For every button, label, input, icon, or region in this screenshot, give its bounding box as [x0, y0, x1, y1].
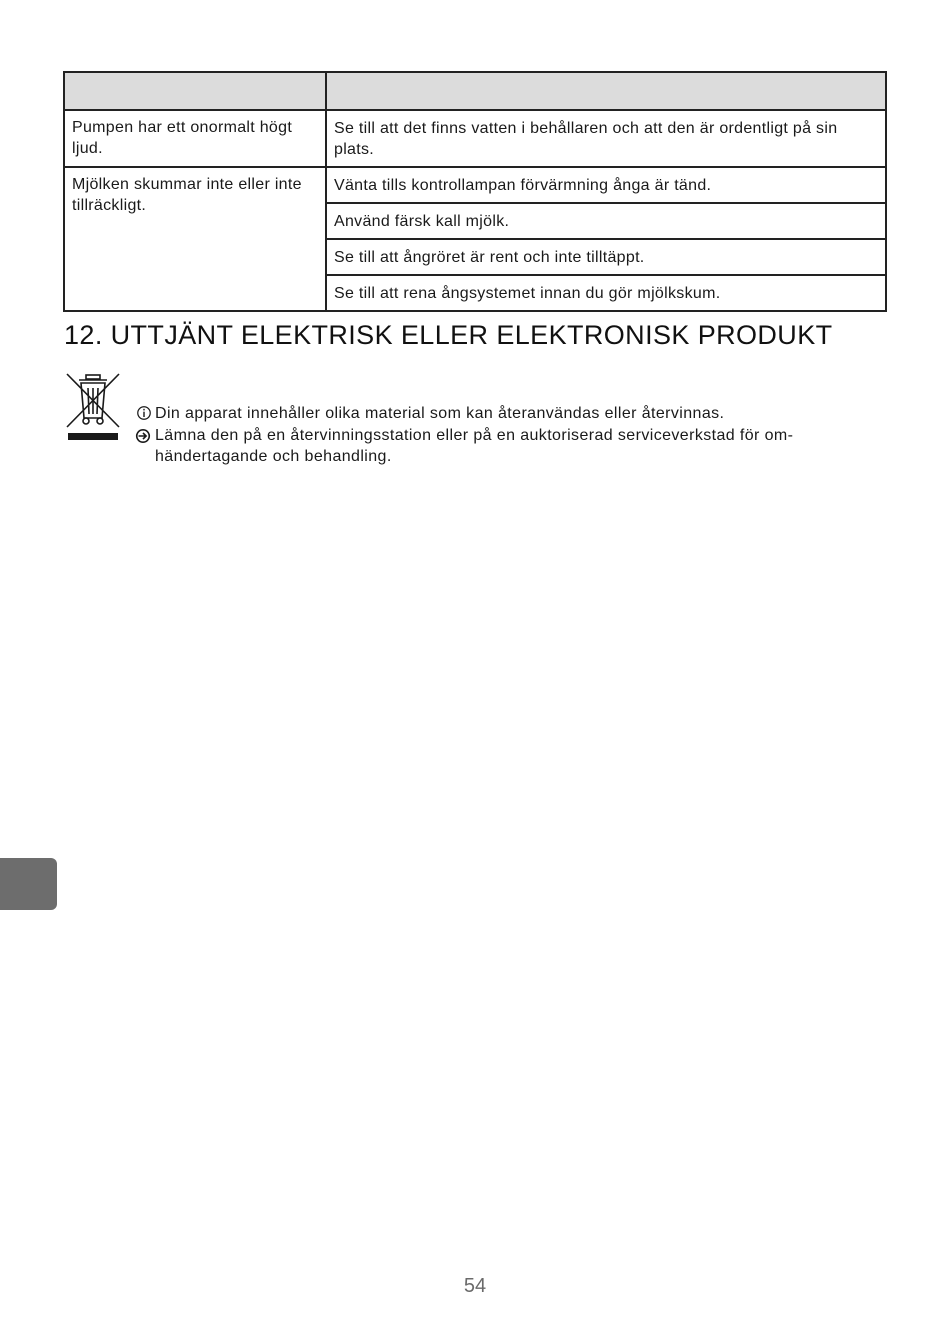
solution-cell: Vänta tills kontrollampan förvärmning ånga är tänd.: [326, 167, 886, 203]
header-cell-solution: [326, 72, 886, 110]
table-row: [64, 110, 886, 167]
header-cell-problem: [64, 72, 326, 110]
disposal-notes: [134, 403, 895, 468]
table-header-row: [64, 72, 886, 110]
note-item: [134, 403, 895, 425]
solution-cell: Se till att det finns vatten i behållaren och att den är ordentligt på sin plats.: [326, 110, 886, 167]
problem-cell: Mjölken skummar inte eller inte tillräckligt.: [64, 167, 326, 311]
arrow-right-icon: [134, 428, 152, 444]
problem-cell: Pumpen har ett onormalt högt ljud.: [64, 110, 326, 167]
weee-crossed-bin-icon: [64, 372, 122, 442]
solution-cell: Använd färsk kall mjölk.: [326, 203, 886, 239]
solution-cell: Se till att rena ångsystemet innan du gör mjölkskum.: [326, 275, 886, 311]
troubleshooting-table: [63, 71, 887, 312]
side-tab-marker: [0, 858, 57, 910]
page-number: 54: [463, 1275, 487, 1297]
info-icon: [135, 405, 153, 421]
note-text: Lämna den på en återvinningsstation eller på en auktoriserad serviceverkstad för omhändertagande och behandling.: [155, 426, 793, 465]
note-text: Din apparat innehåller olika material som kan återanvändas eller återvinnas.: [155, 405, 725, 422]
solution-cell: Se till att ångröret är rent och inte tilltäppt.: [326, 239, 886, 275]
table-row: [64, 167, 886, 203]
section-title: 12. UTTJÄNT ELEKTRISK ELLER ELEKTRONISK PRODUKT: [64, 320, 833, 350]
note-item: [134, 425, 895, 468]
